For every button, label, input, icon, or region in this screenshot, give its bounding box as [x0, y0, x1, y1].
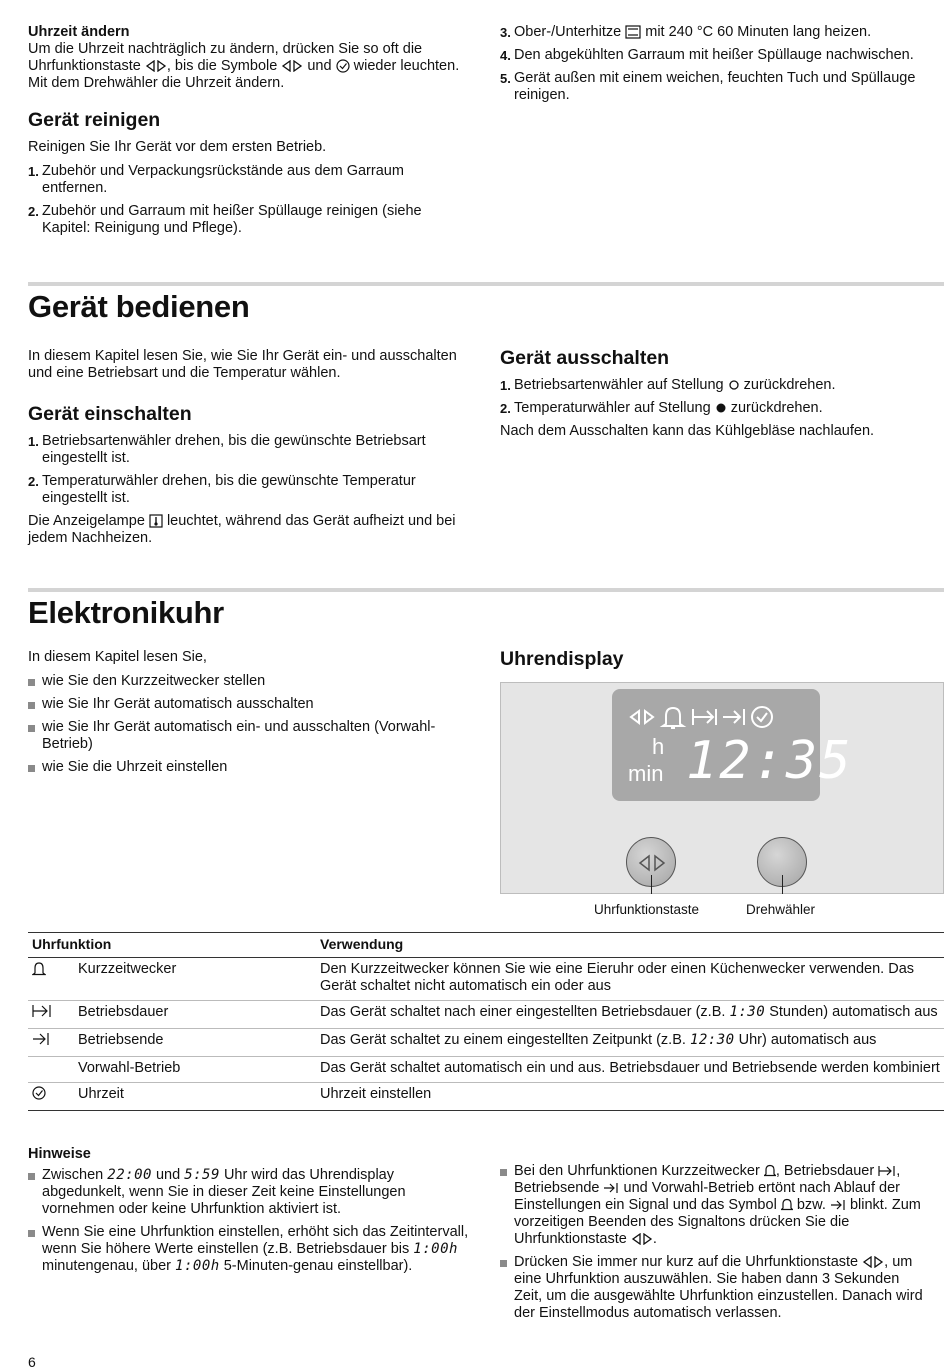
uhrzeit-text: Um die Uhrzeit nachträglich zu ändern, drücken Sie so oft die Uhrfunktionstaste , bis die Symbole und wieder leuchten. Mit dem Drehwähler die Uhrzeit ändern.: [28, 41, 460, 91]
clock-display-figure: [500, 682, 944, 894]
hinweise-title: Hinweise: [28, 1146, 91, 1162]
hinweise-right: [500, 1163, 925, 1328]
table-row: [28, 1001, 944, 1029]
list-item: 1. Zubehör und Verpackungsrückstände aus dem Garraum entfernen.: [28, 163, 404, 196]
reinigen-title: Gerät reinigen: [28, 109, 161, 131]
minutes-unit-label: min: [628, 761, 664, 786]
segment-value: 1:00h: [413, 1241, 458, 1257]
clock-icon: [752, 707, 772, 727]
bedienen-title: Gerät bedienen: [28, 289, 250, 324]
function-usage: Uhrzeit einstellen: [320, 1083, 944, 1111]
list-item: Wenn Sie eine Uhrfunktion einstellen, erhöht sich das Zeitintervall, wenn Sie höhere Werte einstellen (z.B. Betriebsdauer bis 1:00h minutengenau, über 1:00h 5-Minuten-genau einstellbar).: [28, 1224, 473, 1275]
list-item: 2. Temperaturwähler auf Stellung zurückdrehen.: [500, 400, 823, 416]
bell-icon: [32, 961, 46, 977]
segment-value: 12:30: [689, 1032, 735, 1048]
clock-icon: [32, 1086, 46, 1100]
list-item: Bei den Uhrfunktionen Kurzzeitwecker , Betriebsdauer , Betriebsende und Vorwahl-Betrieb ertönt nach Ablauf der Einstellungen ein Signal und das Symbol bzw. blinkt. Zum vorzeitigen Beenden des Signaltons drücken Sie die Uhrfunktionstaste .: [500, 1163, 925, 1248]
display-screen: [612, 689, 853, 801]
list-item: wie Sie Ihr Gerät automatisch ausschalten: [28, 696, 473, 713]
einschalten-title: Gerät einschalten: [28, 403, 192, 425]
display-symbols: [628, 703, 808, 731]
table-header-row: [28, 933, 944, 958]
list-item: 3. Ober-/Unterhitze mit 240 °C 60 Minuten lang heizen.: [500, 24, 872, 40]
leader-line: [782, 875, 783, 894]
ausschalten-title: Gerät ausschalten: [500, 347, 670, 369]
list-item: wie Sie Ihr Gerät automatisch ein- und ausschalten (Vorwahl-Betrieb): [28, 719, 473, 753]
reinigen-steps-continued: [500, 24, 925, 110]
clock-icon: [336, 59, 350, 73]
segment-value: 1:30: [729, 1004, 766, 1020]
table-row: [28, 1029, 944, 1057]
segment-value: 1:00h: [175, 1258, 220, 1274]
section-divider: [28, 588, 944, 592]
end-icon: [32, 1032, 50, 1046]
list-item: Zwischen 22:00 und 5:59 Uhr wird das Uhrendisplay abgedunkelt, wenn Sie in dieser Zeit keine Einstellungen vornehmen oder keine Uhrfunktion aktiviert ist.: [28, 1167, 473, 1218]
bedienen-intro: In diesem Kapitel lesen Sie, wie Sie Ihr Gerät ein- und ausschalten und eine Betriebsart und die Temperatur wählen.: [28, 348, 457, 381]
bedienen-right: [500, 347, 925, 440]
caption-clock-function-key: Uhrfunktionstaste: [594, 902, 700, 917]
elektronikuhr-bullets: [28, 673, 473, 776]
list-item: 2. Zubehör und Garraum mit heißer Spüllauge reinigen (siehe Kapitel: Reinigung und Pflege).: [28, 203, 422, 236]
function-usage: Das Gerät schaltet automatisch ein und aus. Betriebsdauer und Betriebsende werden kombiniert: [320, 1057, 944, 1083]
duration-icon: [693, 709, 716, 725]
list-item: 5. Gerät außen mit einem weichen, feuchten Tuch und Spüllauge reinigen.: [500, 70, 916, 103]
clock-function-key-icon: [862, 1256, 884, 1268]
leader-line: [651, 875, 652, 894]
caption-rotary-selector: Drehwähler: [746, 902, 816, 917]
elektronikuhr-title: Elektronikuhr: [28, 595, 224, 630]
elektronikuhr-intro: In diesem Kapitel lesen Sie,: [28, 649, 207, 665]
reinigen-intro: Reinigen Sie Ihr Gerät vor dem ersten Betrieb.: [28, 139, 327, 155]
bell-icon: [781, 1198, 793, 1212]
top-bottom-heat-icon: [625, 25, 641, 39]
filled-dot-icon: [715, 402, 727, 414]
clock-function-key-icon: [281, 60, 303, 72]
function-name: Vorwahl-Betrieb: [78, 1057, 320, 1083]
end-icon: [830, 1199, 846, 1211]
lamp-note: Die Anzeigelampe leuchtet, während das Gerät aufheizt und bei jedem Nachheizen.: [28, 513, 456, 546]
uhrzeit-section: [28, 24, 473, 243]
section-divider: [28, 282, 944, 286]
function-name: Uhrzeit: [78, 1083, 320, 1111]
uhrzeit-title: Uhrzeit ändern: [28, 24, 130, 40]
duration-icon: [32, 1004, 52, 1018]
function-name: Kurzzeitwecker: [78, 958, 320, 1001]
clock-function-key-icon: [627, 838, 677, 888]
clock-function-key-icon: [631, 711, 653, 723]
uhrendisplay-title: Uhrendisplay: [500, 648, 624, 670]
clock-function-key-icon: [145, 60, 167, 72]
list-item: 1. Betriebsartenwähler drehen, bis die gewünschte Betriebsart eingestellt ist.: [28, 433, 426, 466]
einschalten-steps: [28, 433, 473, 507]
display-time: 12:35: [686, 731, 853, 791]
hinweise-list: [28, 1167, 473, 1275]
hinweise-list-continued: [500, 1163, 925, 1322]
bell-icon: [764, 1164, 776, 1178]
function-name: Betriebsdauer: [78, 1001, 320, 1029]
function-name: Betriebsende: [78, 1029, 320, 1057]
segment-value: 5:59: [184, 1167, 220, 1183]
list-item: 2. Temperaturwähler drehen, bis die gewünschte Temperatur eingestellt ist.: [28, 473, 416, 506]
end-icon: [723, 709, 744, 725]
bedienen-left: [28, 348, 473, 547]
header-usage: Verwendung: [320, 933, 944, 958]
list-item: 1. Betriebsartenwähler auf Stellung zurückdrehen.: [500, 377, 836, 393]
segment-value: 22:00: [107, 1167, 152, 1183]
function-usage: Das Gerät schaltet zu einem eingestellten Zeitpunkt (z.B. 12:30 Uhr) automatisch aus: [320, 1029, 944, 1057]
function-usage: Den Kurzzeitwecker können Sie wie eine Eieruhr oder einen Küchenwecker verwenden. Das Gerät schaltet nicht automatisch ein oder aus: [320, 958, 944, 1001]
hinweise-left: [28, 1146, 473, 1281]
indicator-lamp-icon: [149, 514, 163, 528]
page-number: 6: [28, 1354, 36, 1370]
end-icon: [603, 1182, 619, 1194]
list-item: wie Sie den Kurzzeitwecker stellen: [28, 673, 473, 690]
ausschalten-steps: [500, 377, 925, 417]
reinigen-steps: [28, 163, 473, 237]
function-usage: Das Gerät schaltet nach einer eingestellten Betriebsdauer (z.B. 1:30 Stunden) automatisch aus: [320, 1001, 944, 1029]
header-function: Uhrfunktion: [28, 933, 320, 958]
hours-unit-label: h: [652, 734, 665, 759]
off-position-icon: [728, 379, 740, 391]
clock-function-key-icon: [631, 1233, 653, 1245]
clock-functions-table: [28, 932, 944, 1111]
elektronikuhr-left: [28, 649, 473, 782]
table-row: [28, 958, 944, 1001]
bell-icon: [663, 708, 683, 728]
ausschalten-note: Nach dem Ausschalten kann das Kühlgebläse nachlaufen.: [500, 423, 875, 439]
list-item: 4. Den abgekühlten Garraum mit heißer Spüllauge nachwischen.: [500, 47, 914, 63]
table-row: [28, 1057, 944, 1083]
duration-icon: [878, 1165, 896, 1177]
list-item: wie Sie die Uhrzeit einstellen: [28, 759, 473, 776]
table-row: [28, 1083, 944, 1111]
list-item: Drücken Sie immer nur kurz auf die Uhrfunktionstaste , um eine Uhrfunktion auszuwählen. Sie haben dann 3 Sekunden Zeit, um die ausgewählte Uhrfunktion einzustellen. Danach wird der Einstellmodus automatisch verlassen.: [500, 1254, 925, 1322]
